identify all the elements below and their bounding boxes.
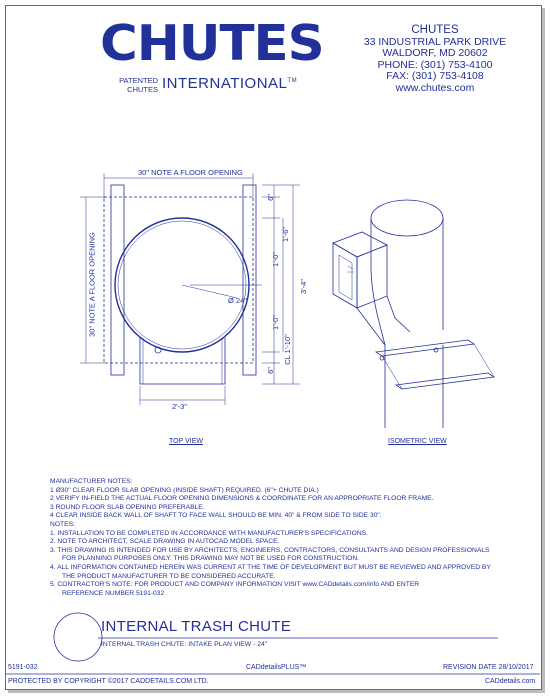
logo-wordmark: CHUTES	[100, 15, 324, 72]
manufacturer-note: 1 Ø30" CLEAR FLOOR SLAB OPENING (INSIDE SHAFT) REQUIRED. (6"+ CHUTE DIA.)	[50, 486, 319, 494]
top-view-caption: TOP VIEW	[169, 438, 203, 445]
floor-opening-side-label: 30" NOTE A FLOOR OPENING	[87, 232, 97, 337]
floor-opening-top-label: 30" NOTE A FLOOR OPENING	[138, 168, 243, 177]
dim-1-0-a-label: 1'-0"	[270, 252, 280, 267]
general-note: 5. CONTRACTOR'S NOTE: FOR PRODUCT AND COMPANY INFORMATION VISIT www.CADdetails.com/info AND ENTER	[50, 581, 420, 589]
company-name: CHUTES	[411, 24, 459, 36]
copyright-notice: PROTECTED BY COPYRIGHT ©2017 CADDETAILS.COM LTD.	[8, 678, 209, 685]
general-note: 1. INSTALLATION TO BE COMPLETED IN ACCORDANCE WITH MANUFACTURER'S SPECIFICATIONS.	[50, 529, 368, 537]
manufacturer-notes-heading: MANUFACTURER NOTES:	[50, 478, 133, 485]
intake-box-top	[333, 232, 387, 257]
drawing-title: INTERNAL TRASH CHUTE	[101, 618, 292, 635]
general-note: 2. NOTE TO ARCHITECT, SCALE DRAWING IN AUTOCAD MODEL SPACE.	[50, 538, 280, 546]
logo-patented: PATENTED CHUTES	[119, 76, 158, 94]
company-website[interactable]: www.chutes.com	[395, 81, 475, 94]
revision-date: REVISION DATE 28/10/2017	[443, 664, 534, 671]
diameter-label: Ø 24"	[228, 296, 247, 305]
isometric-view	[333, 200, 494, 428]
manufacturer-note: 3 ROUND FLOOR SLAB OPENING PREFERABLE.	[50, 503, 205, 511]
general-note: REFERENCE NUMBER 5191-032	[62, 589, 165, 597]
company-fax: FAX: (301) 753-4108	[386, 70, 484, 82]
dim-3-4-label: 3'-4"	[298, 279, 308, 294]
general-note: THE PRODUCT MANUFACTURER TO BE CONSIDERED ACCURATE.	[62, 572, 276, 580]
general-note: FOR PLANNING PURPOSES ONLY. THIS DRAWING MAY NOT BE USED FOR CONSTRUCTION.	[62, 555, 360, 563]
chute-top-ellipse	[371, 200, 443, 236]
reference-number: 5191-032	[8, 664, 38, 671]
left-frame-bar	[111, 185, 124, 375]
manufacturer-note: 2 VERIFY IN-FIELD THE ACTUAL FLOOR OPENING DIMENSIONS & COORDINATE FOR AN APPROPRIATE FLOOR FRAME.	[50, 495, 434, 503]
company-address1: 33 INDUSTRIAL PARK DRIVE	[363, 35, 507, 48]
intake-box-side	[333, 243, 357, 308]
cad-brand: CADdetailsPLUS™	[246, 664, 307, 671]
intake-box-front	[357, 245, 387, 308]
dim-6-bottom-label: 6"	[265, 367, 275, 374]
caddetails-site[interactable]: CADdetails.com	[485, 678, 536, 685]
company-phone: PHONE: (301) 753-4100	[377, 58, 493, 71]
general-note: 3. THIS DRAWING IS INTENDED FOR USE BY ARCHITECTS, ENGINEERS, CONTRACTORS, CONSULTANTS AND DESIGN PROFESSIONALS	[50, 546, 490, 554]
floor-frame-rail-bottom	[396, 373, 494, 389]
dim-6-top-label: 6"	[265, 194, 275, 201]
floor-frame-rail-top	[376, 340, 474, 356]
dim-cl-label: CL 1'-10"	[282, 334, 292, 365]
notes-section	[50, 478, 520, 598]
bottom-width-label: 2'-3"	[172, 402, 187, 411]
general-notes-heading: NOTES:	[50, 520, 75, 528]
logo-international: INTERNATIONAL™	[162, 75, 298, 92]
company-address2: WALDORF, MD 20602	[382, 47, 488, 59]
drawing-subtitle: INTERNAL TRASH CHUTE: INTAKE PLAN VIEW - 24"	[101, 641, 268, 648]
title-block-circle	[54, 613, 102, 661]
isometric-view-caption: ISOMETRIC VIEW	[388, 438, 447, 445]
floor-opening-outline	[104, 197, 253, 363]
manufacturer-note: 4 CLEAR INSIDE BACK WALL OF SHAFT TO FACE WALL SHOULD BE MIN. 40" & FROM SIDE TO SIDE 30".	[50, 512, 382, 520]
dim-1-0-b-label: 1'-0"	[270, 315, 280, 330]
general-note: 4. ALL INFORMATION CONTAINED HEREIN WAS CURRENT AT THE TIME OF DEVELOPMENT BUT MUST BE REVIEWED AND APPROVED BY	[50, 563, 491, 571]
dim-1-6-label: 1'-6"	[280, 227, 290, 242]
